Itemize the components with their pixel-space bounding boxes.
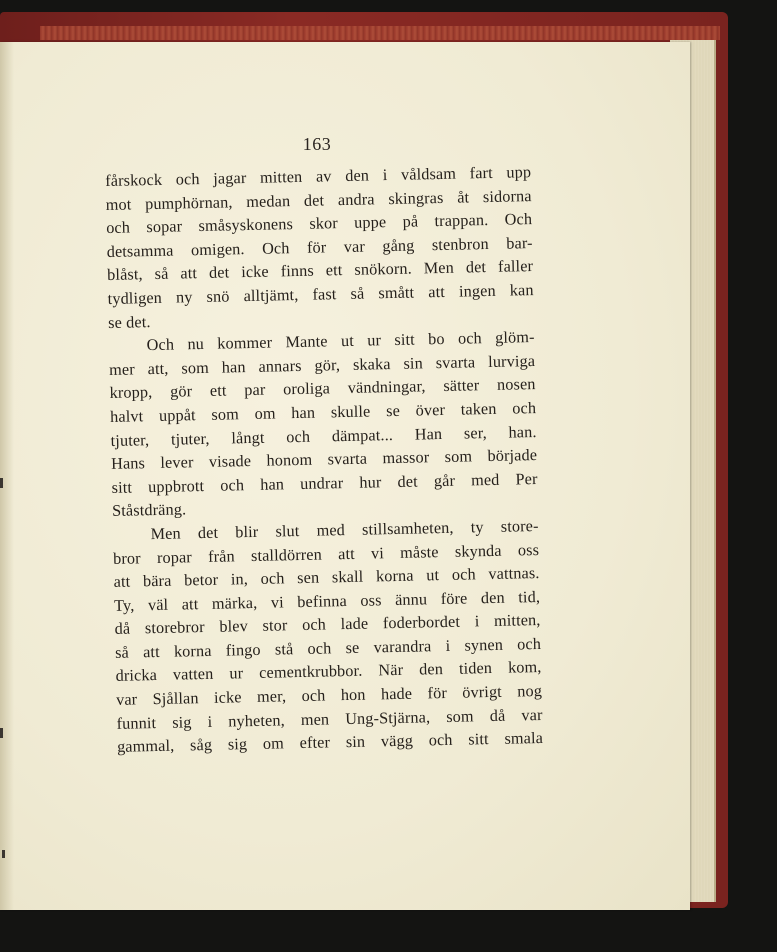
text-line: var Sjållan icke mer, och hon hade för övrigt nog [115, 682, 543, 709]
text-line: se det. [108, 312, 151, 332]
text-line: funnit sig i nyheten, men Ung-Stjärna, som då var [116, 705, 543, 733]
text-line: mot pumphörnan, medan det andra skingras åt sidorna [105, 186, 532, 214]
text-line: kropp, gör ett par oroliga vändningar, sätter nosen [109, 375, 536, 403]
margin-mark [0, 728, 3, 738]
text-line: Ståstdräng. [111, 500, 187, 521]
text-line: Ty, väl att märka, vi befinna oss ännu före den tid, [113, 587, 541, 615]
text-line: och sopar småsyskonens skor uppe på trappan. Och [106, 210, 533, 238]
margin-mark [0, 478, 3, 488]
text-line: tydligen ny snö alltjämt, fast så smått att ingen kan [107, 281, 534, 308]
text-line: så att korna fingo stå och se varandra i synen och [114, 634, 542, 662]
text-line: Hans lever visade honom svarta massor som började [110, 446, 538, 474]
text-line: halvt uppåt som om han skulle se över taken och [109, 398, 537, 426]
text-line: bror ropar från stalldörren att vi måste skynda oss [112, 540, 540, 568]
cover-edge [40, 26, 720, 40]
text-line: då storebror blev stor och lade foderbordet i mitten, [114, 611, 541, 639]
text-line: dricka vatten ur cementkrubbor. När den tiden kom, [115, 658, 542, 686]
text-line: sitt uppbrott och han undrar hur det går med Per [111, 469, 538, 497]
text-line: tjuter, tjuter, långt och dämpat... Han ser, han. [110, 422, 537, 450]
body-text [105, 161, 543, 760]
text-line: att bära betor in, och sen skall korna ut och vattnas. [113, 564, 540, 592]
text-line: mer att, som han annars gör, skaka sin svarta lurviga [108, 351, 536, 379]
book-page [0, 42, 690, 910]
text-line: Men det blir slut med stillsamheten, ty store- [150, 516, 539, 544]
text-line: fårskock och jagar mitten av den i våldsam fart upp [105, 163, 532, 190]
page-gutter [0, 42, 14, 910]
text-line: blåst, så att det icke finns ett snökorn. Men det faller [107, 257, 534, 285]
margin-mark [2, 850, 5, 858]
text-line: detsamma omigen. Och för var gång stenbron bar- [106, 233, 533, 261]
page-number: 163 [302, 134, 332, 154]
text-line: gammal, såg sig om efter sin vägg och sitt smala [116, 729, 544, 757]
text-line: Och nu kommer Mante ut ur sitt bo och glöm- [146, 328, 535, 355]
